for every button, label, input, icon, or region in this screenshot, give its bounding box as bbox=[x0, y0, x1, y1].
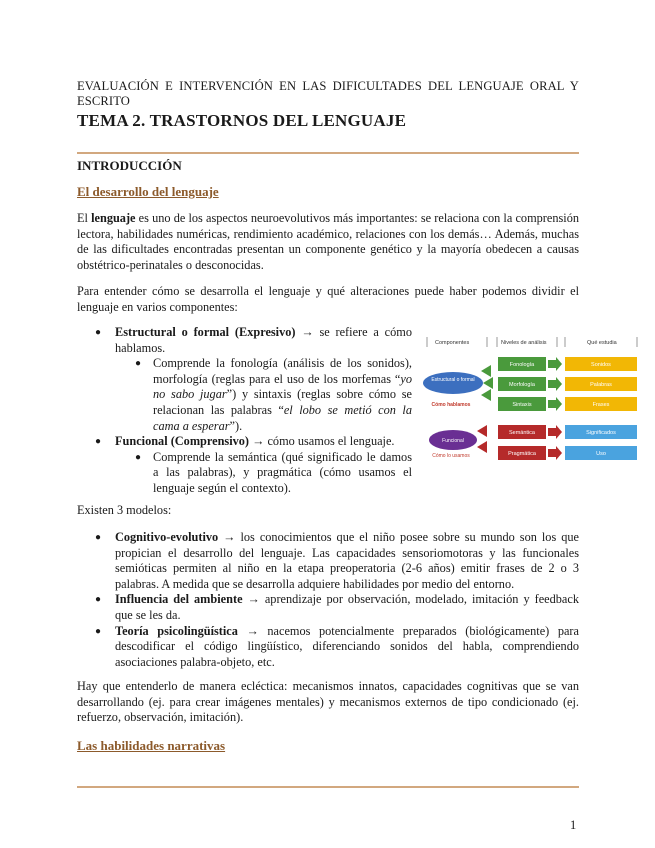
list-item-structural: ● Estructural o formal (Expresivo) → se refiere a cómo hablamos. bbox=[95, 325, 413, 355]
svg-text:Palabras: Palabras bbox=[590, 382, 612, 388]
svg-text:Pragmática: Pragmática bbox=[508, 451, 536, 457]
node-estructural-label: Estructural o formal bbox=[431, 377, 475, 383]
language-components-diagram bbox=[421, 333, 643, 473]
paragraph-componentes: Para entender cómo se desarrolla el lenguaje y qué alteraciones puede haber podemos dividir el lenguaje en varios componentes: bbox=[77, 284, 579, 314]
diagram-header-niveles: Niveles de análisis bbox=[501, 340, 547, 346]
paragraph-modelos: Existen 3 modelos: bbox=[77, 503, 172, 517]
svg-text:Sintaxis: Sintaxis bbox=[512, 402, 532, 408]
diagram-header-estudia: Qué estudia bbox=[587, 340, 617, 346]
paragraph-conclusion: Hay que entenderlo de manera ecléctica: mecanismos innatos, capacidades cognitivas que se van desarrollando (ej. para crear imágenes mentales) y mecanismos externos de tipo condicionado (ej. refuerzo, observación, imitación). bbox=[77, 679, 579, 725]
list-item-structural-sub: ● Comprende la fonología (análisis de los sonidos), morfología (reglas para el uso de los morfemas “yo no sabo jugar”) y sintaxis (reglas sobre cómo se relacionan las palabras “el lobo se metió con la cama a esperar”). bbox=[135, 356, 412, 433]
svg-text:Frases: Frases bbox=[592, 402, 610, 408]
diagram-header-componentes: Componentes bbox=[435, 340, 470, 346]
svg-text:Sonidos: Sonidos bbox=[591, 362, 611, 368]
node-funcional-note: Cómo lo usamos bbox=[432, 453, 470, 459]
svg-text:Morfología: Morfología bbox=[509, 382, 535, 388]
list-item-model-ambiente: ● Influencia del ambiente → aprendizaje por observación, modelado, imitación y feedback que se les da. bbox=[95, 592, 579, 622]
page-title: TEMA 2. TRASTORNOS DEL LENGUAJE bbox=[77, 111, 407, 130]
diagram-canvas bbox=[421, 333, 643, 473]
section-divider-bottom bbox=[77, 786, 579, 788]
intro-heading: INTRODUCCIÓN bbox=[77, 158, 182, 173]
node-estructural bbox=[423, 372, 483, 394]
subheading-desarrollo: El desarrollo del lenguaje bbox=[77, 184, 219, 199]
subheading-narrativas: Las habilidades narrativas bbox=[77, 738, 226, 753]
models-list bbox=[77, 530, 579, 670]
section-divider-top bbox=[77, 152, 579, 154]
svg-text:Uso: Uso bbox=[596, 451, 606, 457]
svg-text:Semántica: Semántica bbox=[509, 430, 535, 436]
list-item-model-psicolinguistica: ● Teoría psicolingüística → nacemos potencialmente preparados (biológicamente) para descodificar el código lingüístico, diferenciando sonidos del habla, comprendiendo asociaciones palabra-objeto, etc. bbox=[95, 623, 579, 669]
paragraph-lenguaje: El lenguaje es uno de los aspectos neuroevolutivos más importantes: se relaciona con la comprensión lectora, habilidades numéricas, rendimiento académico, relaciones con los demás… Además, muchas de las dificultades encontradas presentan un componente genético y la mayoría obedecen a causas obstétrico-perinatales o desconocidas. bbox=[77, 211, 579, 272]
list-item-functional-sub: ● Comprende la semántica (qué significado le damos a las palabras), y pragmática (cómo usamos el lenguaje según el contexto). bbox=[135, 449, 412, 495]
svg-text:Fonología: Fonología bbox=[509, 362, 535, 368]
node-estructural-note: Cómo hablamos bbox=[431, 402, 471, 408]
list-item-functional: ● Funcional (Comprensivo) → cómo usamos el lenguaje. bbox=[95, 434, 395, 449]
components-list bbox=[77, 325, 412, 497]
course-title: EVALUACIÓN E INTERVENCIÓN EN LAS DIFICULTADES DEL LENGUAJE ORAL Y ESCRITO bbox=[77, 79, 579, 108]
diagram-headers bbox=[427, 337, 637, 347]
list-item-model-cognitivo: ● Cognitivo-evolutivo → los conocimientos que el niño posee sobre su mundo son los que propician el desarrollo del lenguaje. Las capacidades sensoriomotoras y las funcionales semióticas permiten al niño en la etapa preoperatoria (2-6 años) emitir frases de 2 o 3 palabras. A medida que se desarrolla adquiere habilidades por medio del entorno. bbox=[95, 530, 579, 591]
svg-text:Significados: Significados bbox=[586, 430, 616, 436]
node-funcional-label: Funcional bbox=[442, 438, 464, 444]
page-number: 1 bbox=[570, 818, 577, 832]
